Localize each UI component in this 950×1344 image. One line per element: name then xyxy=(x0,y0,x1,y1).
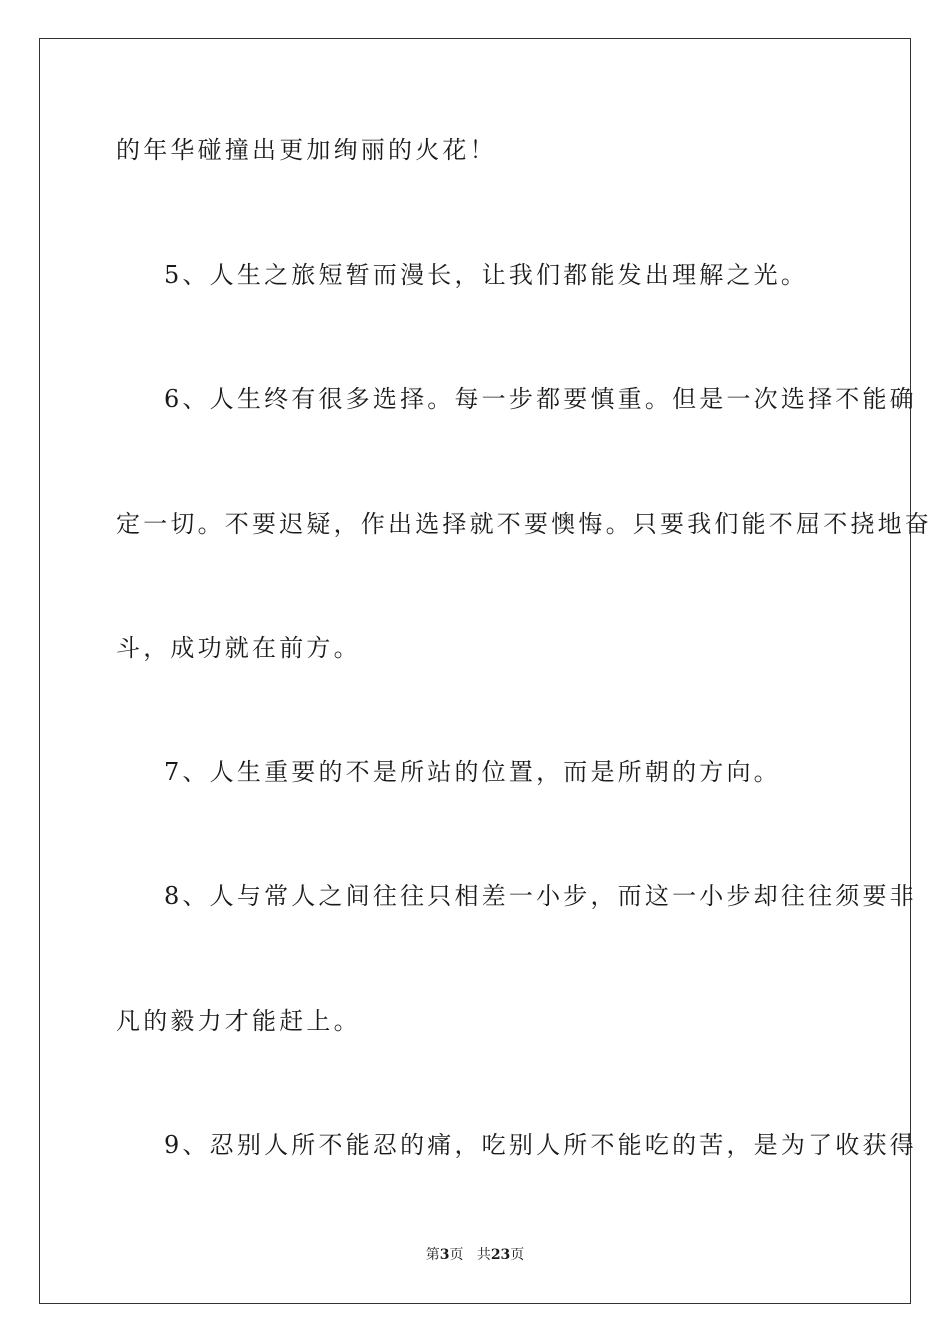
text-line-item-7: 7、人生重要的不是所站的位置，而是所朝的方向。 xyxy=(164,758,781,786)
text-line-item-5: 5、人生之旅短暂而漫长，让我们都能发出理解之光。 xyxy=(164,261,809,289)
page-footer xyxy=(0,1246,950,1264)
text-line-item-6-cont-2: 斗，成功就在前方。 xyxy=(116,634,361,662)
page-suffix: 页 xyxy=(449,1247,464,1263)
text-line-item-9: 9、忍别人所不能忍的痛，吃别人所不能吃的苦，是为了收获得 xyxy=(164,1131,917,1159)
current-page-number: 3 xyxy=(439,1247,450,1263)
total-suffix: 页 xyxy=(510,1247,525,1263)
text-line-item-6: 6、人生终有很多选择。每一步都要慎重。但是一次选择不能确 xyxy=(164,385,917,413)
total-prefix: 共 xyxy=(476,1247,491,1263)
text-line-1: 的年华碰撞出更加绚丽的火花！ xyxy=(116,136,497,164)
total-pages-number: 23 xyxy=(490,1247,511,1263)
text-line-item-6-cont-1: 定一切。不要迟疑，作出选择就不要懊悔。只要我们能不屈不挠地奋 xyxy=(116,510,932,538)
text-line-item-8-cont: 凡的毅力才能赶上。 xyxy=(116,1007,361,1035)
text-line-item-8: 8、人与常人之间往往只相差一小步，而这一小步却往往须要非 xyxy=(164,882,917,910)
page-frame xyxy=(39,38,932,1304)
page-prefix: 第 xyxy=(425,1247,440,1263)
